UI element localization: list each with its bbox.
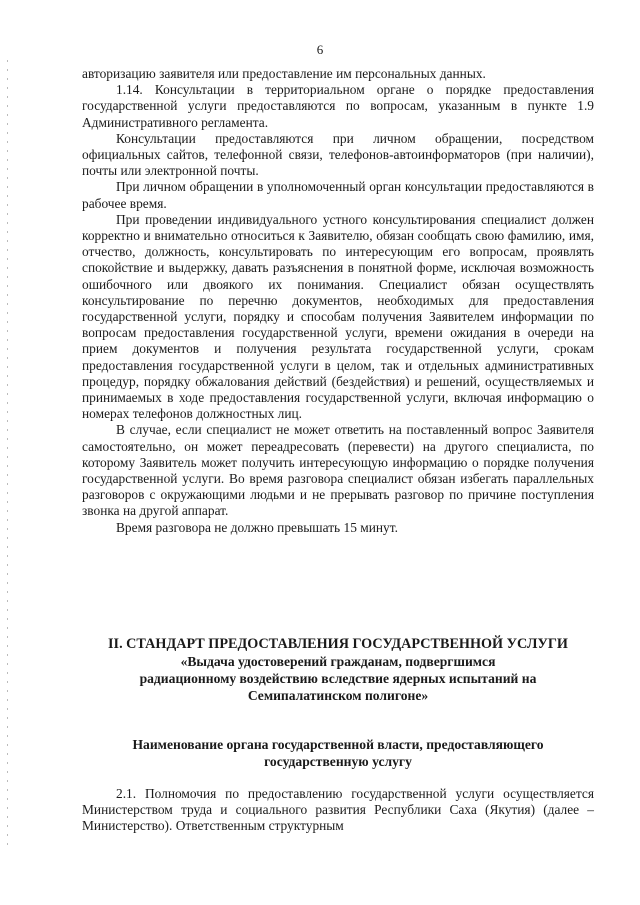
- subsection-title-line-2: государственную услугу: [264, 754, 412, 769]
- paragraph-2-1-block: [82, 786, 594, 835]
- subsection-title-line-1: Наименование органа государственной власти, предоставляющего: [132, 737, 544, 752]
- paragraph-redirect: В случае, если специалист не может ответить на поставленный вопрос Заявителя самостоятельно, он может переадресовать (перевести) на другого специалиста, по которому Заявитель может получить интересующую информацию о порядке получения государственной услуги. Во время разговора специалист обязан избегать параллельных разговоров с окружающими людьми и не прерывать разговор по причине поступления звонка на другой аппарат.: [82, 422, 594, 519]
- section-heading: [82, 636, 594, 704]
- section-subtitle-line-2: радиационному воздействию вследствие ядерных испытаний на: [139, 671, 537, 686]
- section-title: II. СТАНДАРТ ПРЕДОСТАВЛЕНИЯ ГОСУДАРСТВЕННОЙ УСЛУГИ: [108, 636, 568, 652]
- paragraph-2-1: 2.1. Полномочия по предоставлению государственной услуги осуществляется Министерством труда и социального развития Республики Саха (Якутия) (далее – Министерство). Ответственным структурным: [82, 786, 594, 834]
- section-subtitle-line-1: «Выдача удостоверений гражданам, подвергшимся: [180, 654, 496, 669]
- scan-margin-mark: [7, 60, 8, 850]
- paragraph-oral-consultation: При проведении индивидуального устного консультирования специалист должен корректно и внимательно относиться к Заявителю, обязан сообщать свою фамилию, имя, отчество, должность, консультировать по интересующим его вопросам, проявлять спокойствие и выдержку, давать разъяснения в понятной форме, исключая возможность ошибочного или двоякого их понимания. Специалист обязан осуществлять консультирование по перечню документов, необходимых для предоставления государственной услуги, порядку и способам получения Заявителем информации по вопросам предоставления государственной услуги, времени ожидания в очереди на прием документов и получения результата государственной услуги, срокам предоставления государственной услуги в целом, так и отдельных административных процедур, порядку обжалования действий (бездействия) и решений, осуществляемых и принимаемых в ходе предоставления государственной услуги, включая информацию о номерах телефонов должностных лиц.: [82, 211, 594, 422]
- paragraph-1-14: 1.14. Консультации в территориальном органе о порядке предоставления государственной услуги предоставляются по вопросам, указанным в пункте 1.9 Административного регламента.: [82, 82, 594, 130]
- section-subtitle-line-3: Семипалатинском полигоне»: [247, 688, 429, 703]
- body-text: [82, 66, 594, 536]
- subsection-heading: [82, 736, 594, 770]
- paragraph-continuation: авторизацию заявителя или предоставление им персональных данных.: [82, 66, 486, 81]
- page-number: 6: [316, 42, 324, 57]
- paragraph-time-limit: Время разговора не должно превышать 15 минут.: [116, 519, 398, 535]
- paragraph-personal-visit: При личном обращении в уполномоченный орган консультации предоставляются в рабочее время.: [82, 179, 594, 211]
- paragraph-consultation-methods: Консультации предоставляются при личном обращении, посредством официальных сайтов, телефонной связи, телефонов-автоинформаторов (при наличии), почты или электронной почты.: [82, 130, 594, 179]
